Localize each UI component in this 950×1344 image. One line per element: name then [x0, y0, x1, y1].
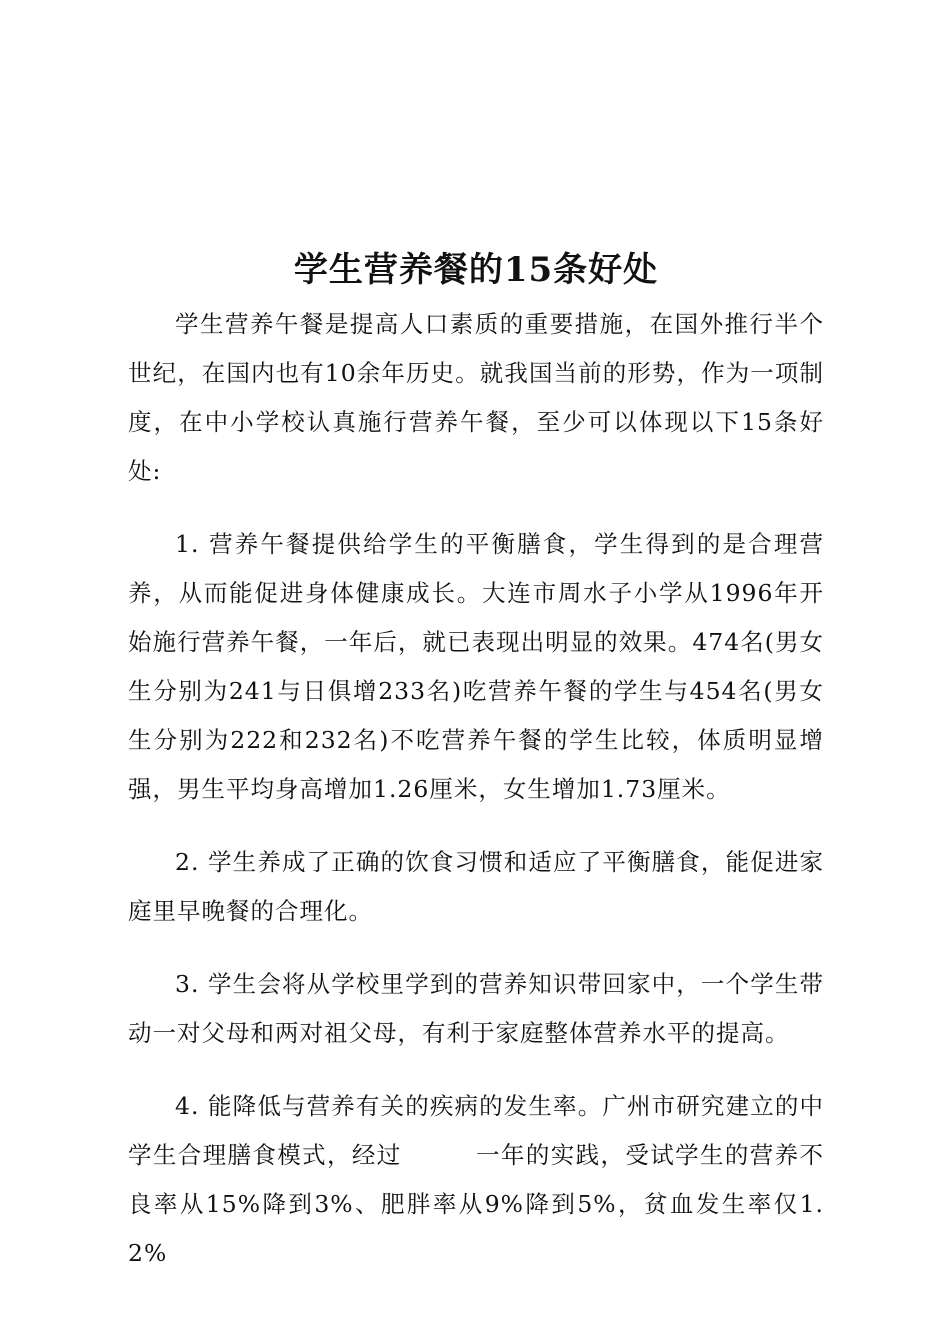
document-page [128, 0, 824, 1344]
document-title: 学生营养餐的15条好处 [293, 250, 659, 290]
paragraph-intro: 学生营养午餐是提高人口素质的重要措施，在国外推行半个世纪，在国内也有10余年历史。就我国当前的形势，作为一项制度，在中小学校认真施行营养午餐，至少可以体现以下15条好处: [128, 310, 824, 485]
paragraph-benefit-4: 4. 能降低与营养有关的疾病的发生率。广州市研究建立的中学生合理膳食模式，经过 一年的实践，受试学生的营养不良率从15%降到3%、肥胖率从9%降到5%，贫血发生率仅1.2% [128, 1092, 824, 1267]
paragraph-benefit-3: 3. 学生会将从学校里学到的营养知识带回家中，一个学生带动一对父母和两对祖父母，有利于家庭整体营养水平的提高。 [128, 970, 824, 1047]
paragraph-benefit-1: 1. 营养午餐提供给学生的平衡膳食，学生得到的是合理营养，从而能促进身体健康成长。大连市周水子小学从1996年开始施行营养午餐，一年后，就已表现出明显的效果。474名(男女生分别为241与日俱增233名)吃营养午餐的学生与454名(男女生分别为222和232名)不吃营养午餐的学生比较，体质明显增强，男生平均身高增加1.26厘米，女生增加1.73厘米。 [128, 530, 824, 803]
document-body [128, 300, 824, 1278]
paragraph-benefit-2: 2. 学生养成了正确的饮食习惯和适应了平衡膳食，能促进家庭里早晚餐的合理化。 [128, 848, 824, 925]
